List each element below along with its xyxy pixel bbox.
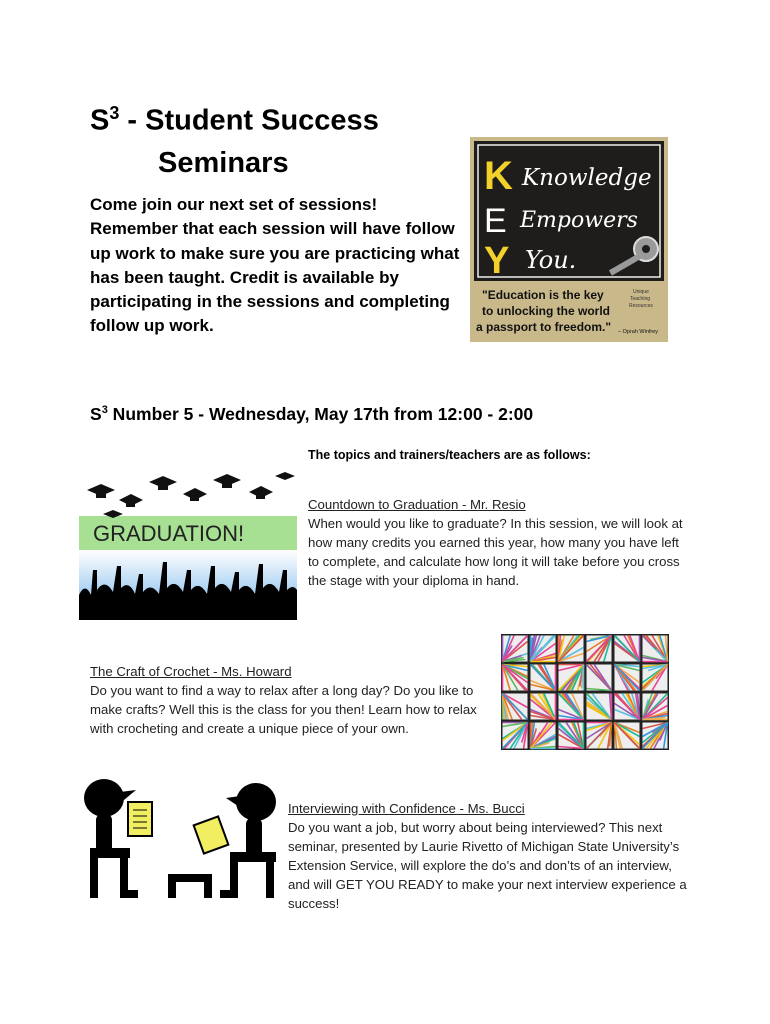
document-icon (128, 802, 152, 836)
topics-heading: The topics and trainers/teachers are as follows: (308, 448, 591, 462)
interview-image (80, 776, 280, 900)
table-icon (168, 874, 212, 898)
key-letter-k: K (484, 154, 513, 198)
interviewer-figure (84, 779, 138, 898)
key-badge-line-2: Teaching (630, 296, 651, 302)
key-word-you: You. (525, 246, 577, 274)
session-craft-of-crochet (90, 662, 490, 738)
key-badge-line-1: Unique (633, 289, 649, 295)
session-description: Do you want a job, but worry about being interviewed? This next seminar, presented by Laurie Rivetto of Michigan State University’s Extension Service, will explore the do’s and don’ts of an interview, and will GET YOU READY to make your next interview experience a success! (288, 820, 687, 911)
page-title: $S^3$ - Student Success Seminars (90, 103, 379, 179)
session-title: The Craft of Crochet - Ms. Howard (90, 664, 292, 679)
session-title: Countdown to Graduation - Mr. Resio (308, 497, 526, 512)
graduation-banner-text: GRADUATION! (93, 521, 245, 546)
key-quote-line-2: to unlocking the world (482, 304, 610, 318)
key-quote-line-1: "Education is the key (482, 288, 604, 302)
key-quote-line-3: a passport to freedom." (476, 320, 612, 334)
resume-icon (194, 816, 229, 853)
seminar-heading: $S^3$ Number 5 - Wednesday, May 17th from 12:00 - 2:00 (90, 404, 534, 424)
session-description: Do you want to find a way to relax after a long day? Do you like to make crafts? Well this is the class for you then! Learn how to relax with crocheting and create a unique piece of your own. (90, 683, 477, 736)
session-interviewing-with-confidence (288, 799, 688, 913)
intro-paragraph: Come join our next set of sessions! Remember that each session will have follow up work to make sure you are practicing what has been taught. Credit is available by participating in the sessions and completing follow up work. (90, 195, 460, 336)
key-letter-e: E (484, 202, 507, 240)
key-word-empowers: Empowers (520, 208, 638, 233)
session-description: When would you like to graduate? In this session, we will look at how many credits you earned this year, how many you have left to complete, and calculate how long it will take before you cross the stage with your diploma in hand. (308, 516, 683, 588)
graduation-image (79, 470, 297, 620)
interviewee-figure (220, 783, 276, 898)
key-word-knowledge: Knowledge (522, 165, 652, 191)
key-poster-image (470, 137, 668, 342)
key-badge-line-3: Resources (629, 303, 653, 309)
session-countdown-to-graduation (308, 495, 688, 590)
crochet-mosaic-image (501, 634, 669, 750)
key-letter-y: Y (484, 240, 510, 282)
session-title: Interviewing with Confidence - Ms. Bucci (288, 801, 525, 816)
key-quote-attribution: – Oprah Winfrey (618, 329, 659, 335)
